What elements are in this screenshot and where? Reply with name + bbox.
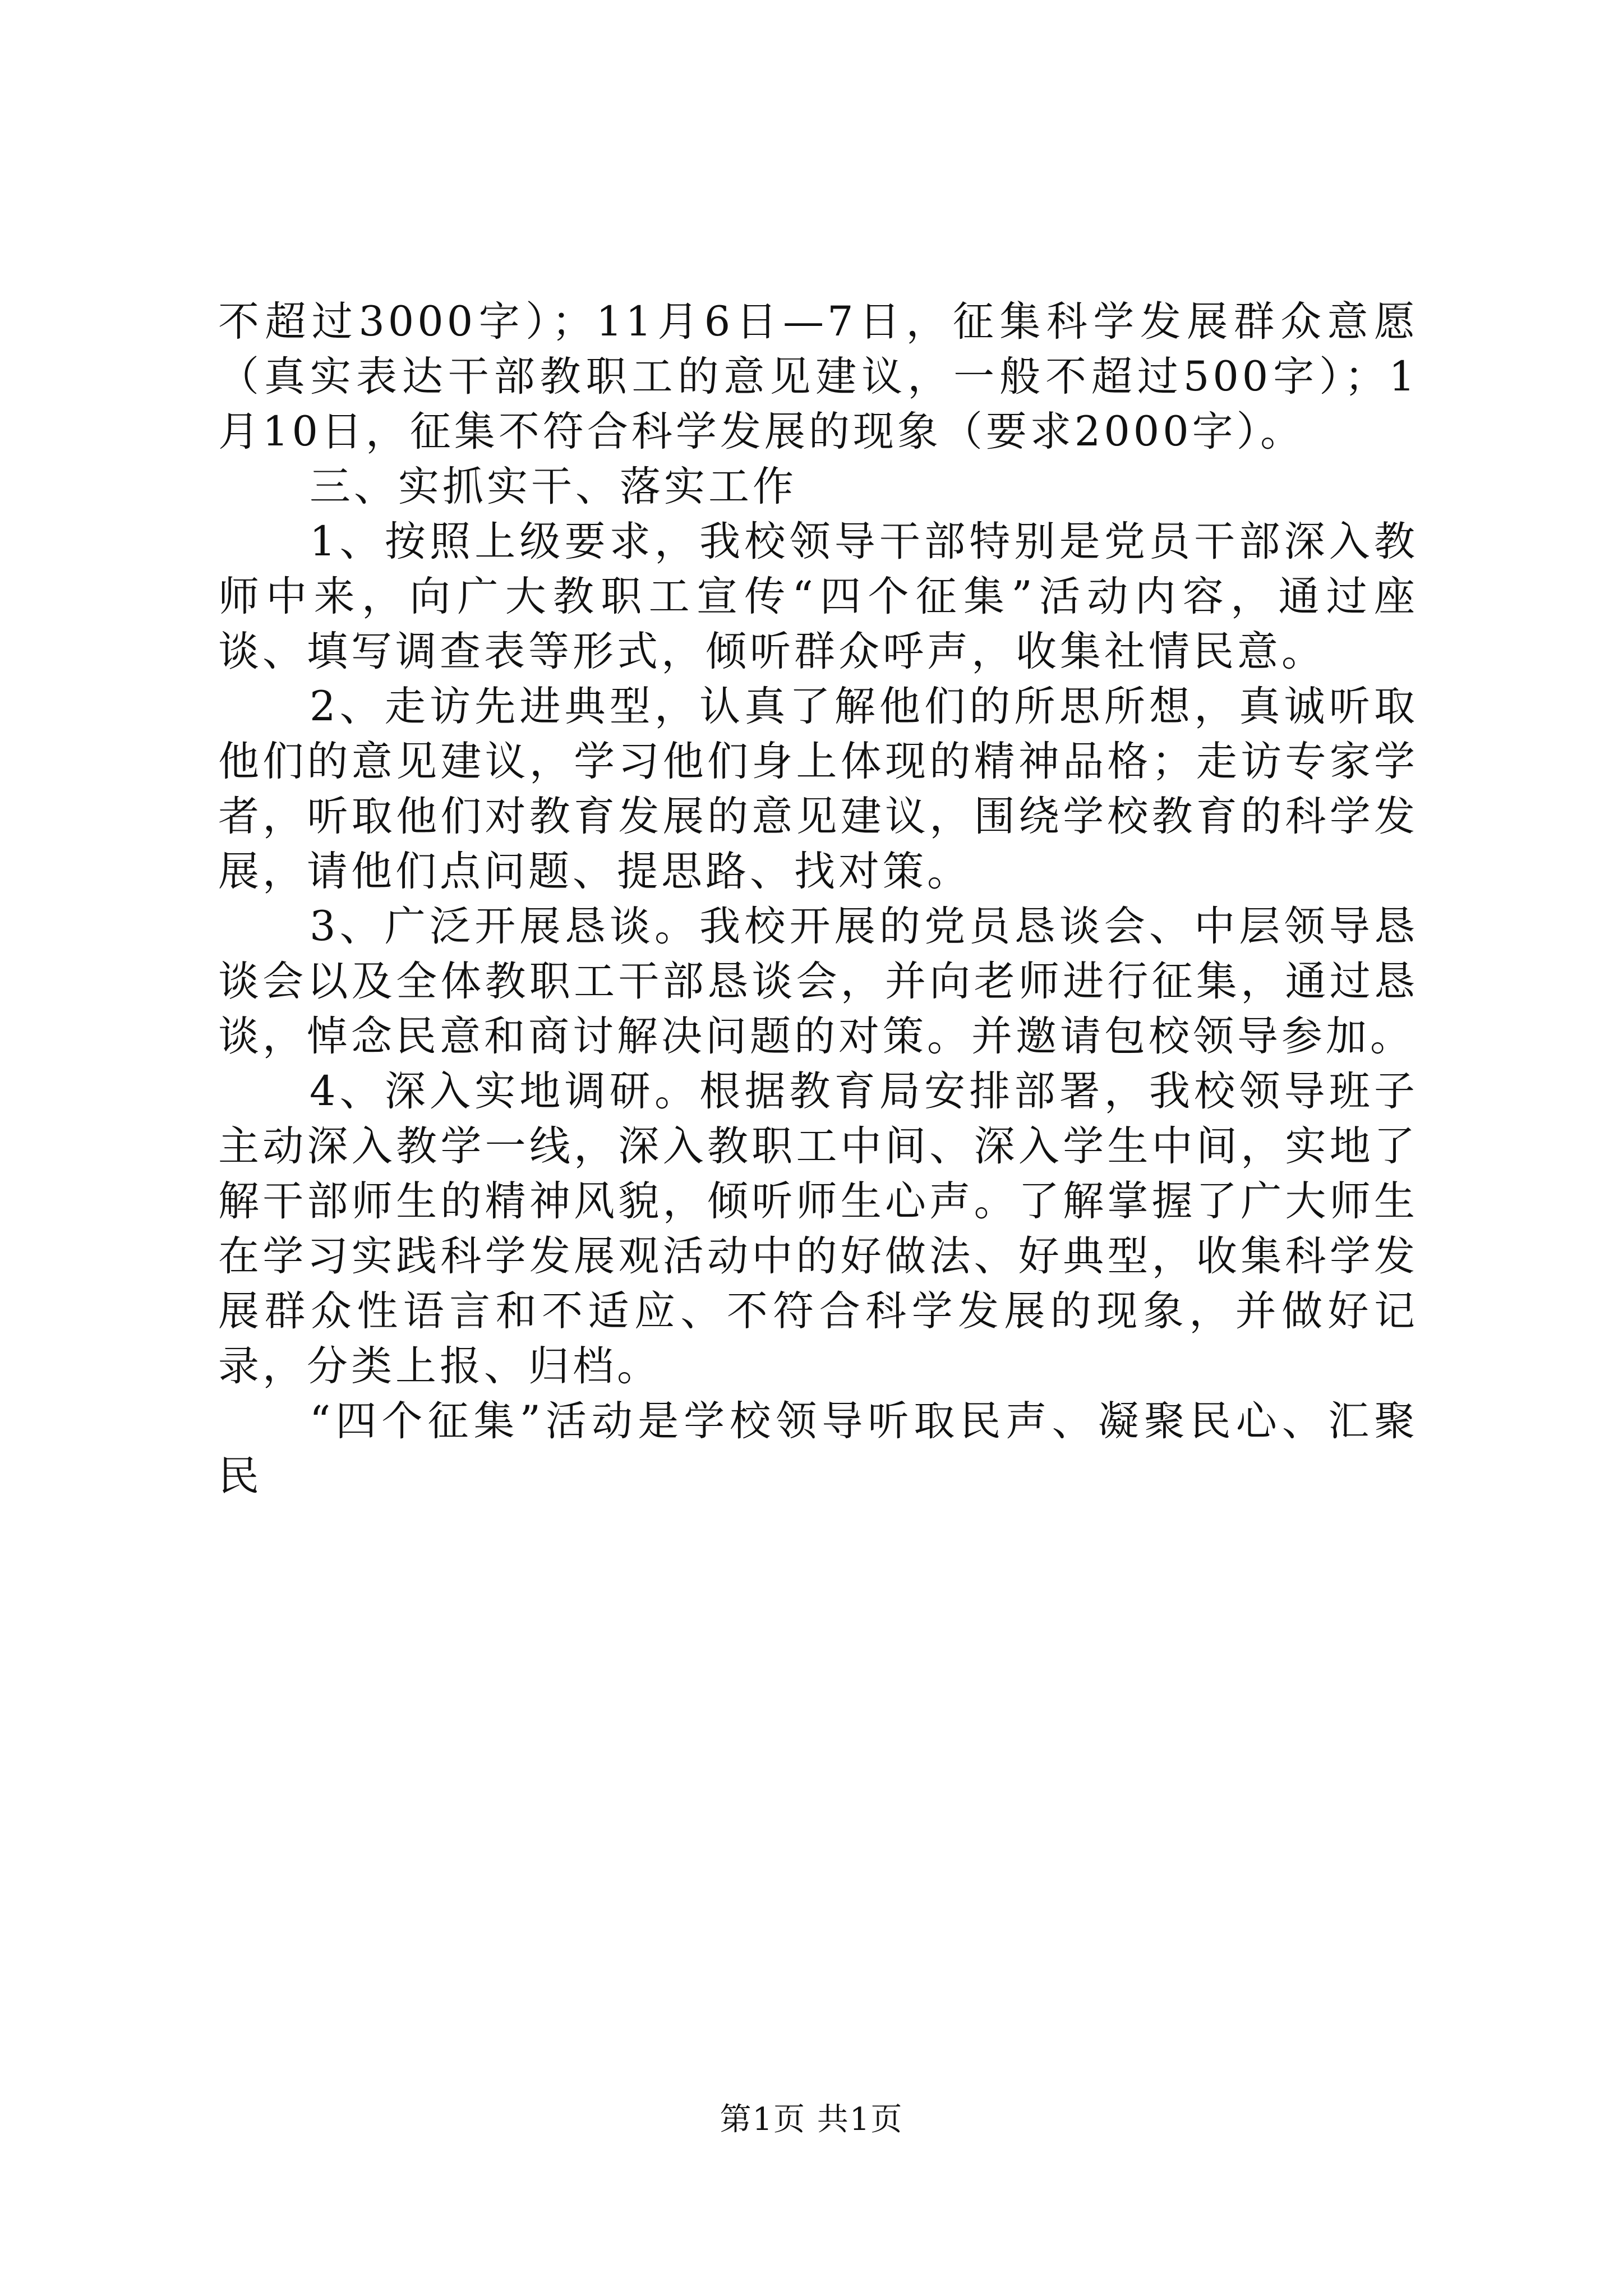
section-heading: 三、实抓实干、落实工作 [310,463,797,510]
page-number-footer: 第1页 共1页 [720,2101,903,2138]
paragraph-item-2: 2、走访先进典型，认真了解他们的所思所想，真诚听取他们的意见建议，学习他们身上体现的精神品格；走访专家学者，听取他们对教育发展的意见建议，围绕学校教育的科学发展，请他们点问题、提思路、找对策。 [218,683,1418,895]
paragraph-continuation: 不超过3000字）；11月6日—7日，征集科学发展群众意愿（真实表达干部教职工的意见建议，一般不超过500字）；1月10日，征集不符合科学发展的现象（要求2000字）。 [218,298,1418,455]
paragraph-item-3: 3、广泛开展恳谈。我校开展的党员恳谈会、中层领导恳谈会以及全体教职工干部恳谈会，并向老师进行征集，通过恳谈，悼念民意和商讨解决问题的对策。并邀请包校领导参加。 [218,903,1418,1060]
document-body [218,295,1418,1504]
paragraph-item-1: 1、按照上级要求，我校领导干部特别是党员干部深入教师中来，向广大教职工宣传“四个征集”活动内容，通过座谈、填写调查表等形式，倾听群众呼声，收集社情民意。 [218,518,1418,675]
paragraph-closing: “四个征集”活动是学校领导听取民声、凝聚民心、汇聚民 [218,1397,1418,1500]
paragraph-item-4: 4、深入实地调研。根据教育局安排部署，我校领导班子主动深入教学一线，深入教职工中间、深入学生中间，实地了解干部师生的精神风貌，倾听师生心声。了解掌握了广大师生在学习实践科学发展观活动中的好做法、好典型，收集科学发展群众性语言和不适应、不符合科学发展的现象，并做好记录，分类上报、归档。 [218,1068,1418,1390]
